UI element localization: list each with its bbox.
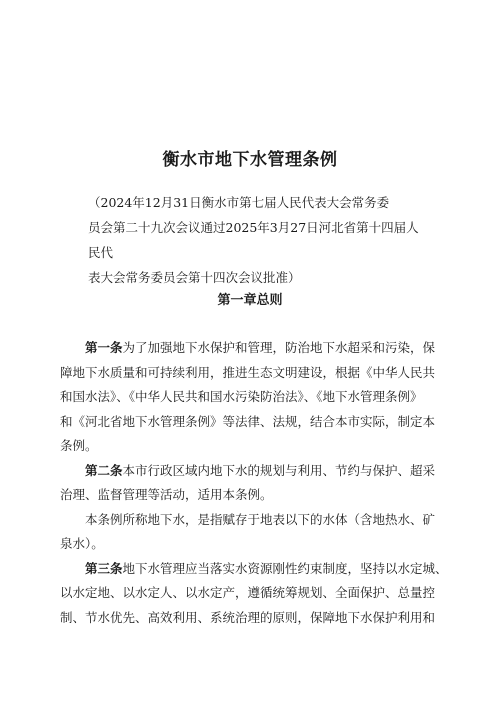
chapter-heading: 第一章总则 [217, 293, 283, 308]
article-line: 障地下水质量和可持续利用，推进生态文明建设，根据《中华人民共 [60, 364, 436, 380]
article-2-paragraph-2 [60, 508, 448, 557]
document-title: 衡水市地下水管理条例 [162, 150, 338, 170]
article-line: 和国水法》、《中华人民共和国水污染防治法》、《地下水管理条例》 [60, 389, 423, 404]
article-line: 条例。 [60, 438, 98, 453]
article-label: 第三条 [85, 560, 123, 576]
article-line: 制、节水优先、高效利用、系统治理的原则，保障地下水保护利用和 [60, 609, 436, 625]
article-line: 本条例所称地下水，是指赋存于地表以下的水体（含地热水、矿 [85, 511, 436, 527]
article-line [60, 459, 448, 484]
article-text: 地下水管理应当落实水资源刚性约束制度，坚持以水定城、 [122, 560, 448, 576]
article-2 [60, 459, 448, 508]
article-line: 治理、监督管理等活动，适用本条例。 [60, 487, 273, 502]
document-body [60, 336, 448, 630]
adoption-note-line: （2024年12月31日衡水市第七届人民代表大会常务委 [88, 195, 390, 210]
article-text: 本市行政区域内地下水的规划与利用、节约与保护、超采 [122, 462, 436, 478]
article-1 [60, 336, 448, 459]
adoption-note-line: 表大会常务委员会第十四次会议批准） [88, 270, 301, 285]
article-line: 以水定地、以水定人、以水定产，遵循统筹规划、全面保护、总量控 [60, 585, 436, 600]
article-3 [60, 557, 448, 631]
adoption-note-line: 员会第二十九次会议通过2025年3月27日河北省第十四届人民代 [88, 220, 419, 260]
adoption-note [88, 190, 428, 290]
article-line [60, 336, 448, 361]
article-label: 第一条 [85, 340, 123, 355]
article-line: 和《河北省地下水管理条例》等法律、法规，结合本市实际，制定本 [60, 413, 436, 429]
article-text: 为了加强地下水保护和管理，防治地下水超采和污染，保 [122, 340, 436, 355]
article-line: 泉水）。 [60, 536, 104, 551]
article-line [60, 557, 448, 582]
article-label: 第二条 [85, 462, 123, 478]
